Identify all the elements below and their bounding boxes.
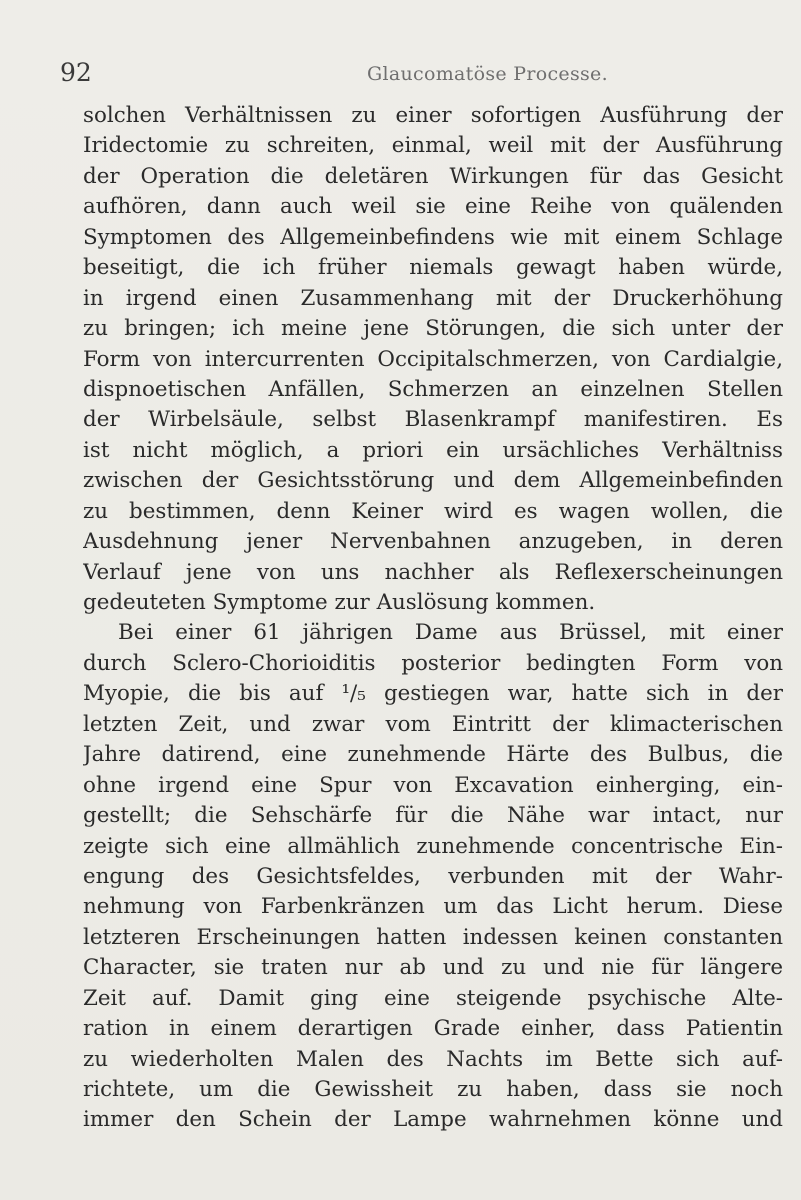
text-line: Bei einer 61 jährigen Dame aus Brüssel, mit einer: [118, 620, 783, 646]
body-text: [83, 101, 783, 1136]
text-line: Character, sie traten nur ab und zu und nie für längere: [83, 955, 783, 981]
text-line: dispnoetischen Anfällen, Schmerzen an einzelnen Stellen: [83, 376, 783, 402]
text-line: zu bringen; ich meine jene Störungen, die sich unter der: [83, 316, 783, 342]
text-line: Ausdehnung jener Nervenbahnen anzugeben, in deren: [83, 529, 783, 555]
text-line: gedeuteten Symptome zur Auslösung kommen.: [83, 590, 596, 615]
text-line: Jahre datirend, eine zunehmende Härte des Bulbus, die: [83, 742, 783, 768]
text-line: ration in einem derartigen Grade einher, dass Patientin: [83, 1016, 783, 1042]
text-line: aufhören, dann auch weil sie eine Reihe von quälenden: [83, 194, 783, 220]
text-line: der Operation die deletären Wirkungen für das Gesicht: [83, 163, 783, 189]
text-line: Myopie, die bis auf ¹/₅ gestiegen war, hatte sich in der: [83, 681, 783, 707]
text-line: Form von intercurrenten Occipitalschmerzen, von Cardialgie,: [83, 346, 783, 372]
running-title: Glaucomatöse Processe.: [367, 63, 608, 85]
text-line: engung des Gesichtsfeldes, verbunden mit der Wahr-: [83, 863, 783, 889]
text-line: Verlauf jene von uns nachher als Reflexerscheinungen: [83, 559, 783, 585]
text-line: immer den Schein der Lampe wahrnehmen könne und: [83, 1107, 783, 1133]
text-line: Symptomen des Allgemeinbefindens wie mit einem Schlage: [83, 224, 783, 250]
text-line: beseitigt, die ich früher niemals gewagt haben würde,: [83, 255, 783, 281]
text-line: zu wiederholten Malen des Nachts im Bette sich auf-: [83, 1046, 783, 1072]
text-line: zu bestimmen, denn Keiner wird es wagen wollen, die: [83, 498, 783, 524]
text-line: der Wirbelsäule, selbst Blasenkrampf manifestiren. Es: [83, 407, 783, 433]
text-line: zeigte sich eine allmählich zunehmende concentrische Ein-: [83, 833, 783, 859]
text-line: zwischen der Gesichtsstörung und dem Allgemeinbefinden: [83, 468, 783, 494]
text-line: letzteren Erscheinungen hatten indessen keinen constanten: [83, 924, 783, 950]
text-line: Iridectomie zu schreiten, einmal, weil mit der Ausführung: [83, 133, 783, 159]
text-line: gestellt; die Sehschärfe für die Nähe war intact, nur: [83, 803, 783, 829]
text-line: Zeit auf. Damit ging eine steigende psychische Alte-: [83, 985, 783, 1011]
text-line: letzten Zeit, und zwar vom Eintritt der klimacterischen: [83, 711, 783, 737]
text-line: nehmung von Farbenkränzen um das Licht herum. Diese: [83, 894, 783, 920]
text-line: ist nicht möglich, a priori ein ursächliches Verhältniss: [83, 437, 783, 463]
text-line: solchen Verhältnissen zu einer sofortigen Ausführung der: [83, 103, 783, 128]
text-line: in irgend einen Zusammenhang mit der Druckerhöhung: [83, 285, 783, 311]
text-line: ohne irgend eine Spur von Excavation einherging, ein-: [83, 772, 783, 798]
text-line: richtete, um die Gewissheit zu haben, dass sie noch: [83, 1077, 783, 1102]
page-number: 92: [60, 58, 92, 87]
text-line: durch Sclero-Chorioiditis posterior bedingten Form von: [83, 650, 783, 676]
running-head: [0, 58, 801, 88]
